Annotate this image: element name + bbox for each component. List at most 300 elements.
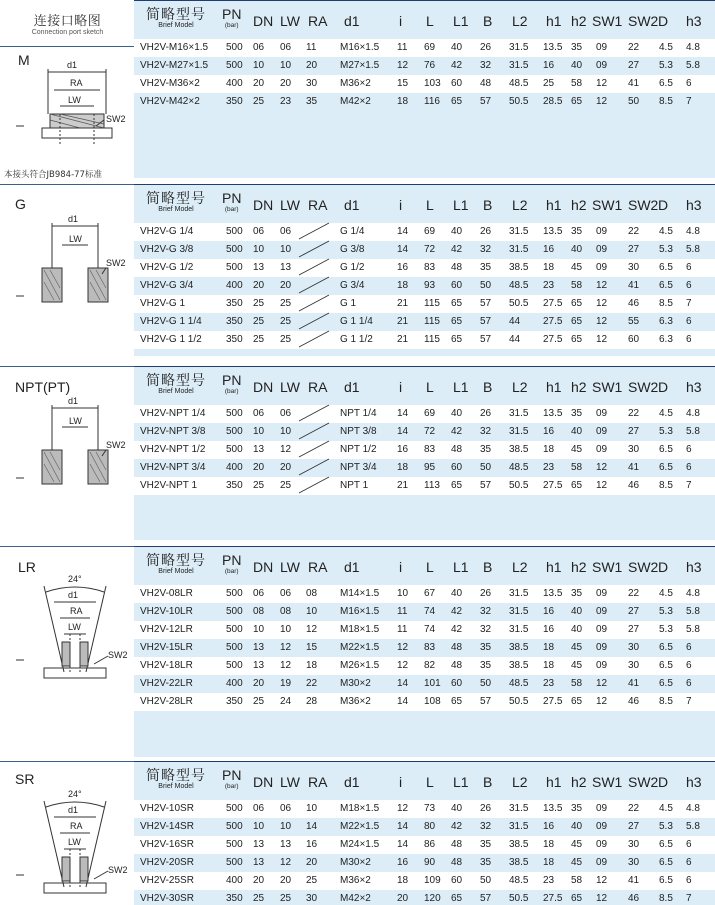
cell-h3: 6 [686, 262, 692, 273]
header-pn: PN (bar) [222, 372, 242, 395]
header-d1: d1 [344, 379, 360, 395]
svg-text:24°: 24° [68, 574, 82, 584]
cell-sw1: 09 [596, 660, 608, 671]
cell-sw1: 12 [596, 78, 608, 89]
cell-ra: 35 [306, 96, 318, 107]
cell-d1: G 1 [340, 298, 357, 309]
cell-d1: G 1/2 [340, 262, 365, 273]
cell-lw: 10 [280, 244, 292, 255]
cell-d1: NPT 1/4 [340, 408, 377, 419]
header-sw1: SW1 [592, 379, 623, 395]
cell-dn: 25 [253, 893, 265, 904]
cell-h1: 18 [543, 660, 555, 671]
cell-l1: 65 [451, 316, 463, 327]
cell-sw1: 09 [596, 262, 608, 273]
cell-h3: 7 [686, 893, 692, 904]
cell-l: 115 [424, 298, 440, 309]
cell-lw: 10 [280, 426, 292, 437]
cell-l1: 65 [451, 96, 463, 107]
cell-h2: 65 [571, 316, 583, 327]
cell-lw: 13 [280, 262, 292, 273]
cell-dn: 20 [253, 78, 265, 89]
cell-b: 32 [480, 60, 492, 71]
cell-lw: 06 [280, 408, 292, 419]
cell-sw1: 09 [596, 244, 608, 255]
cell-pn: 500 [226, 426, 243, 437]
cell-ra: 10 [306, 606, 318, 617]
cell-l2: 44 [509, 334, 521, 345]
table-row [134, 223, 715, 241]
cell-sw2: 27 [628, 821, 640, 832]
cell-sw2: 55 [628, 316, 640, 327]
cell-i: 16 [397, 857, 409, 868]
cell-model: VH2V-NPT 1/2 [140, 444, 206, 455]
cell-b: 26 [480, 408, 492, 419]
header-d1: d1 [344, 13, 360, 29]
header-dn: DN [253, 197, 274, 213]
cell-i: 18 [397, 96, 409, 107]
header-ra: RA [308, 197, 328, 213]
cell-dn: 06 [253, 588, 265, 599]
cell-sw1: 12 [596, 298, 608, 309]
cell-l2: 31.5 [509, 606, 529, 617]
cell-sw2: 41 [628, 875, 640, 886]
header-brief-model: 简略型号 Brief Model [146, 552, 206, 575]
table-row [134, 75, 715, 93]
cell-b: 57 [480, 480, 492, 491]
cell-h2: 45 [571, 444, 583, 455]
cell-sw1: 09 [596, 606, 608, 617]
cell-model: VH2V-G 1/4 [140, 226, 194, 237]
cell-d: 4.5 [659, 42, 673, 53]
cell-l: 113 [424, 480, 440, 491]
header-sw1: SW1 [592, 559, 623, 575]
header-sw2: SW2 [628, 13, 659, 29]
cell-dn: 10 [253, 821, 265, 832]
port-sketch [10, 56, 135, 156]
cell-sw1: 09 [596, 42, 608, 53]
cell-d1: M18×1.5 [340, 624, 380, 635]
cell-sw2: 46 [628, 893, 640, 904]
cell-l1: 42 [451, 606, 463, 617]
header-d1: d1 [344, 559, 360, 575]
cell-d: 8.5 [659, 696, 673, 707]
header-l1: L1 [453, 13, 469, 29]
cell-l1: 42 [451, 60, 463, 71]
npt-port-sketch [10, 392, 135, 502]
table-row [134, 603, 715, 621]
cell-lw: 19 [280, 678, 292, 689]
cell-l1: 48 [451, 660, 463, 671]
svg-text:RA: RA [70, 606, 83, 616]
cell-model: VH2V-NPT 1/4 [140, 408, 206, 419]
table-header [134, 762, 715, 800]
g-port-sketch [10, 210, 135, 320]
cell-dn: 25 [253, 696, 265, 707]
table-header [134, 1, 715, 39]
header-l2: L2 [512, 774, 528, 790]
cell-model: VH2V-NPT 3/4 [140, 462, 206, 473]
cell-h1: 16 [543, 426, 555, 437]
cell-i: 11 [397, 624, 408, 635]
cell-l2: 31.5 [509, 426, 529, 437]
cell-i: 16 [397, 444, 409, 455]
table-header [134, 185, 715, 223]
cell-d: 6.5 [659, 642, 673, 653]
sketch-column-header [0, 0, 135, 46]
cell-sw2: 41 [628, 678, 640, 689]
cell-lw: 08 [280, 606, 292, 617]
table-row [134, 800, 715, 818]
svg-text:LW: LW [68, 622, 81, 632]
lr-port-sketch [10, 572, 135, 692]
cell-sw1: 12 [596, 334, 608, 345]
cell-sw2: 22 [628, 803, 640, 814]
cell-dn: 20 [253, 678, 265, 689]
cell-b: 32 [480, 624, 492, 635]
cell-ra: 08 [306, 588, 318, 599]
cell-b: 35 [480, 444, 492, 455]
cell-d: 5.3 [659, 60, 673, 71]
cell-model: VH2V-M42×2 [140, 96, 200, 107]
cell-sw2: 46 [628, 696, 640, 707]
cell-h3: 7 [686, 298, 692, 309]
cell-l1: 60 [451, 280, 463, 291]
cell-sw2: 22 [628, 588, 640, 599]
cell-h3: 5.8 [686, 244, 700, 255]
cell-pn: 500 [226, 821, 243, 832]
section-label: G [15, 196, 26, 212]
cell-h2: 35 [571, 803, 583, 814]
cell-h3: 6 [686, 678, 692, 689]
svg-text:SW2: SW2 [106, 114, 126, 124]
header-h2: h2 [571, 774, 587, 790]
cell-h3: 6 [686, 660, 692, 671]
header-lw: LW [280, 559, 300, 575]
cell-pn: 400 [226, 875, 243, 886]
cell-d1: NPT 3/8 [340, 426, 377, 437]
spec-table [134, 184, 715, 356]
cell-d1: M36×2 [340, 696, 371, 707]
cell-d: 8.5 [659, 480, 673, 491]
cell-d: 6.5 [659, 462, 673, 473]
cell-sw2: 27 [628, 624, 640, 635]
cell-d1: M16×1.5 [340, 606, 380, 617]
cell-dn: 06 [253, 408, 265, 419]
cell-sw2: 30 [628, 642, 640, 653]
cell-dn: 25 [253, 298, 265, 309]
header-b: B [483, 197, 493, 213]
cell-h2: 65 [571, 334, 583, 345]
table-header [134, 367, 715, 405]
cell-h3: 6 [686, 875, 692, 886]
table-row [134, 241, 715, 259]
cell-b: 32 [480, 244, 492, 255]
cell-sw2: 22 [628, 226, 640, 237]
cell-ra: 10 [306, 803, 318, 814]
cell-sw1: 09 [596, 226, 608, 237]
table-body [134, 39, 715, 111]
cell-model: VH2V-G 1 [140, 298, 186, 309]
cell-b: 57 [480, 334, 492, 345]
cell-sw1: 09 [596, 60, 608, 71]
header-d: D [658, 379, 669, 395]
cell-i: 16 [397, 262, 409, 273]
cell-h1: 13.5 [543, 408, 563, 419]
cell-ra: 30 [306, 78, 318, 89]
cell-l2: 38.5 [509, 857, 529, 868]
table-row [134, 313, 715, 331]
cell-pn: 500 [226, 857, 243, 868]
cell-d: 5.3 [659, 821, 673, 832]
cell-l: 82 [424, 660, 436, 671]
table-row [134, 657, 715, 675]
cell-l: 115 [424, 316, 440, 327]
cell-sw1: 12 [596, 96, 608, 107]
cell-h1: 18 [543, 262, 555, 273]
cell-l2: 44 [509, 316, 521, 327]
header-lw: LW [280, 774, 300, 790]
header-l2: L2 [512, 13, 528, 29]
table-row [134, 818, 715, 836]
header-lw: LW [280, 13, 300, 29]
cell-lw: 20 [280, 462, 292, 473]
cell-pn: 500 [226, 42, 243, 53]
cell-sw2: 27 [628, 60, 640, 71]
cell-model: VH2V-14SR [140, 821, 194, 832]
cell-ra: 20 [306, 857, 318, 868]
cell-l: 86 [424, 839, 436, 850]
header-i: i [399, 559, 403, 575]
header-i: i [399, 379, 403, 395]
cell-sw1: 12 [596, 480, 608, 491]
cell-sw2: 30 [628, 660, 640, 671]
port-sketch [10, 210, 135, 320]
header-h3: h3 [686, 13, 702, 29]
cell-model: VH2V-M27×1.5 [140, 60, 209, 71]
cell-h1: 13.5 [543, 588, 563, 599]
cell-b: 32 [480, 821, 492, 832]
cell-l: 74 [424, 606, 436, 617]
header-l2: L2 [512, 559, 528, 575]
table-row [134, 621, 715, 639]
cell-pn: 350 [226, 316, 243, 327]
header-h3: h3 [686, 559, 702, 575]
cell-l: 69 [424, 226, 436, 237]
cell-model: VH2V-12LR [140, 624, 193, 635]
cell-h2: 45 [571, 660, 583, 671]
header-i: i [399, 774, 403, 790]
cell-h3: 6 [686, 642, 692, 653]
header-d: D [658, 13, 669, 29]
cell-d1: M36×2 [340, 875, 371, 886]
header-h2: h2 [571, 559, 587, 575]
cell-h3: 4.8 [686, 42, 700, 53]
cell-h1: 23 [543, 678, 555, 689]
cell-h1: 16 [543, 606, 555, 617]
cell-dn: 20 [253, 462, 265, 473]
cell-model: VH2V-25SR [140, 875, 194, 886]
cell-i: 11 [397, 42, 408, 53]
cell-ra: 28 [306, 696, 318, 707]
svg-text:LW: LW [69, 234, 82, 244]
cell-l: 67 [424, 588, 436, 599]
header-l1: L1 [453, 379, 469, 395]
svg-text:d1: d1 [68, 396, 79, 406]
cell-ra: 25 [306, 875, 318, 886]
cell-l2: 31.5 [509, 244, 529, 255]
cell-dn: 10 [253, 624, 265, 635]
header-sw1: SW1 [592, 13, 623, 29]
cell-h3: 6 [686, 78, 692, 89]
cell-b: 32 [480, 426, 492, 437]
cell-l1: 60 [451, 678, 463, 689]
table-row [134, 57, 715, 75]
cell-l: 116 [424, 96, 440, 107]
cell-dn: 10 [253, 244, 265, 255]
cell-l2: 31.5 [509, 624, 529, 635]
cell-sw2: 50 [628, 96, 640, 107]
cell-sw2: 22 [628, 408, 640, 419]
cell-dn: 25 [253, 316, 265, 327]
cell-pn: 500 [226, 262, 243, 273]
cell-i: 14 [397, 408, 409, 419]
svg-text:RA: RA [70, 78, 83, 88]
cell-l1: 65 [451, 298, 463, 309]
cell-i: 21 [397, 480, 409, 491]
cell-d: 8.5 [659, 298, 673, 309]
svg-text:SW2: SW2 [108, 650, 128, 660]
cell-l: 83 [424, 262, 436, 273]
cell-l1: 60 [451, 462, 463, 473]
cell-lw: 20 [280, 280, 292, 291]
cell-sw2: 60 [628, 334, 640, 345]
cell-model: VH2V-M16×1.5 [140, 42, 209, 53]
svg-text:SW2: SW2 [108, 865, 128, 875]
cell-i: 21 [397, 316, 409, 327]
cell-l: 93 [424, 280, 436, 291]
cell-h2: 65 [571, 893, 583, 904]
cell-h3: 6 [686, 462, 692, 473]
svg-text:d1: d1 [67, 60, 78, 70]
cell-i: 14 [397, 426, 409, 437]
cell-h1: 18 [543, 857, 555, 868]
cell-h2: 65 [571, 96, 583, 107]
header-sw1: SW1 [592, 774, 623, 790]
cell-pn: 400 [226, 78, 243, 89]
cell-sw1: 09 [596, 444, 608, 455]
cell-d: 4.5 [659, 226, 673, 237]
cell-h2: 45 [571, 642, 583, 653]
cell-sw2: 30 [628, 839, 640, 850]
cell-b: 57 [480, 696, 492, 707]
cell-lw: 25 [280, 480, 292, 491]
header-sw1: SW1 [592, 197, 623, 213]
table-row [134, 405, 715, 423]
cell-i: 11 [397, 606, 408, 617]
cell-lw: 20 [280, 875, 292, 886]
cell-b: 35 [480, 262, 492, 273]
cell-h2: 40 [571, 426, 583, 437]
header-pn: PN (bar) [222, 190, 242, 213]
cell-l2: 50.5 [509, 298, 529, 309]
header-b: B [483, 379, 493, 395]
header-h3: h3 [686, 774, 702, 790]
cell-d1: M42×2 [340, 96, 371, 107]
cell-b: 35 [480, 642, 492, 653]
cell-ra: 12 [306, 624, 318, 635]
header-d1: d1 [344, 197, 360, 213]
header-l: L [426, 774, 434, 790]
cell-l2: 38.5 [509, 660, 529, 671]
header-h3: h3 [686, 379, 702, 395]
header-h3: h3 [686, 197, 702, 213]
cell-h3: 6 [686, 444, 692, 455]
cell-pn: 350 [226, 480, 243, 491]
cell-h3: 5.8 [686, 426, 700, 437]
cell-h1: 27.5 [543, 298, 563, 309]
cell-h3: 6 [686, 280, 692, 291]
header-h2: h2 [571, 13, 587, 29]
cell-pn: 500 [226, 660, 243, 671]
header-i: i [399, 13, 403, 29]
cell-lw: 10 [280, 821, 292, 832]
cell-lw: 06 [280, 803, 292, 814]
header-h1: h1 [546, 774, 562, 790]
cell-l: 103 [424, 78, 441, 89]
cell-lw: 25 [280, 893, 292, 904]
sketch-header-en: Connection port sketch [31, 29, 104, 36]
header-i: i [399, 197, 403, 213]
cell-dn: 13 [253, 839, 265, 850]
sr-port-sketch [10, 787, 135, 905]
svg-text:LW: LW [68, 837, 81, 847]
cell-h2: 65 [571, 298, 583, 309]
cell-lw: 10 [280, 60, 292, 71]
cell-sw1: 09 [596, 624, 608, 635]
cell-dn: 10 [253, 60, 265, 71]
cell-l2: 38.5 [509, 642, 529, 653]
cell-sw1: 09 [596, 839, 608, 850]
cell-pn: 350 [226, 334, 243, 345]
cell-sw1: 12 [596, 280, 608, 291]
header-pn: PN (bar) [222, 767, 242, 790]
header-h1: h1 [546, 13, 562, 29]
cell-l2: 38.5 [509, 444, 529, 455]
header-l1: L1 [453, 774, 469, 790]
cell-b: 57 [480, 96, 492, 107]
cell-model: VH2V-18LR [140, 660, 193, 671]
svg-text:d1: d1 [68, 805, 79, 815]
cell-d: 6.5 [659, 678, 673, 689]
cell-b: 50 [480, 280, 492, 291]
header-b: B [483, 774, 493, 790]
cell-lw: 06 [280, 226, 292, 237]
cell-h2: 58 [571, 678, 583, 689]
header-brief-model: 简略型号 Brief Model [146, 372, 206, 395]
cell-pn: 400 [226, 280, 243, 291]
cell-h1: 16 [543, 624, 555, 635]
cell-h1: 27.5 [543, 316, 563, 327]
table-row [134, 836, 715, 854]
cell-b: 57 [480, 893, 492, 904]
cell-d: 5.3 [659, 426, 673, 437]
cell-l2: 31.5 [509, 588, 529, 599]
cell-model: VH2V-G 3/8 [140, 244, 194, 255]
cell-d1: M24×1.5 [340, 839, 380, 850]
cell-h2: 58 [571, 280, 583, 291]
svg-text:SW2: SW2 [106, 440, 126, 450]
